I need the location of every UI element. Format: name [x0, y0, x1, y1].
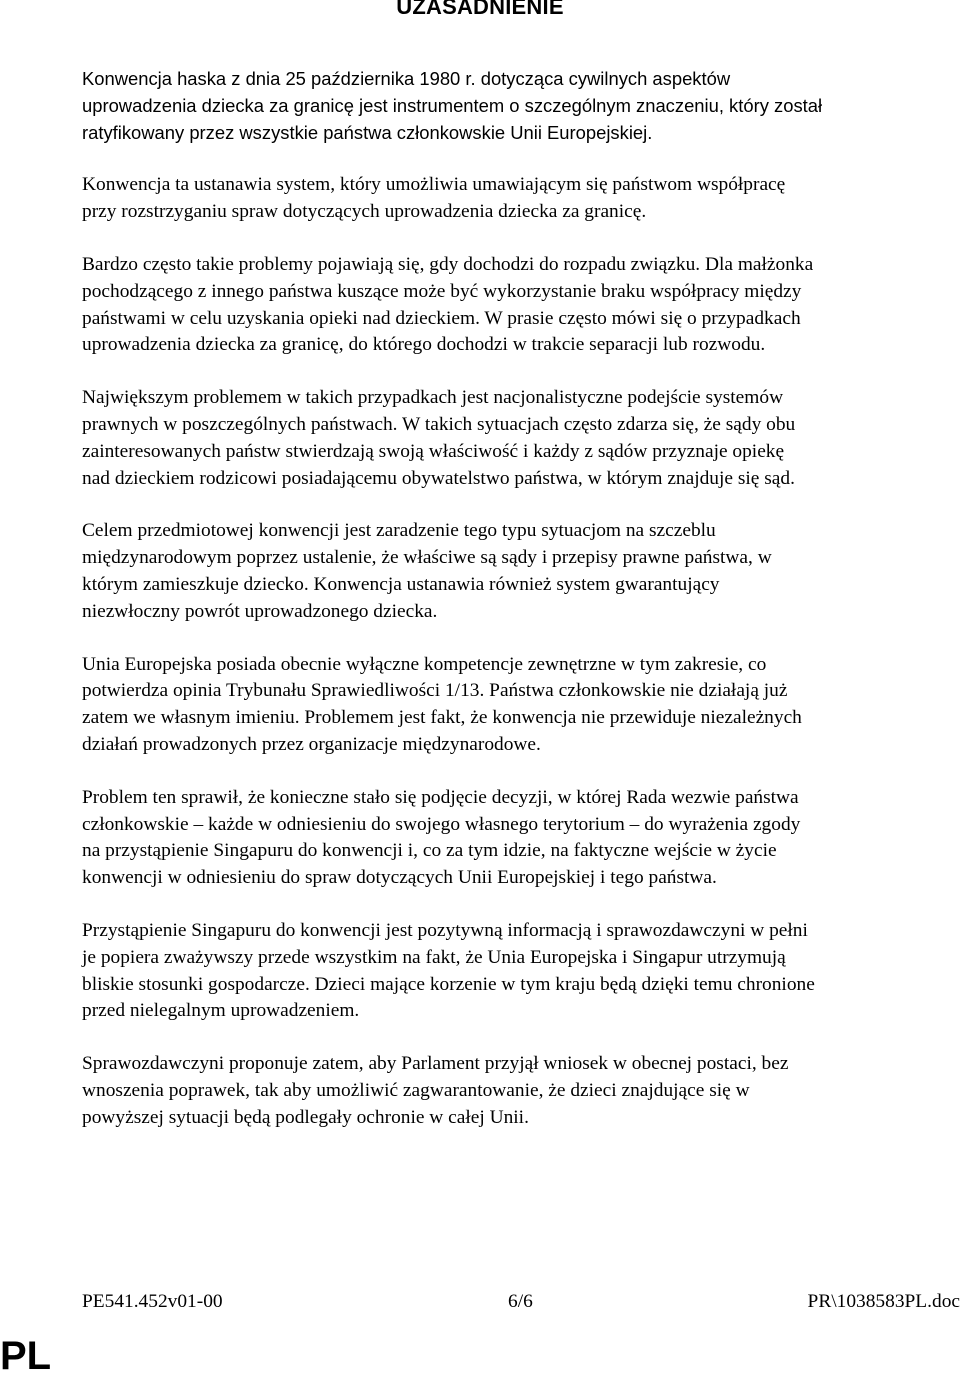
paragraph: [82, 385, 960, 492]
paragraph-line: konwencji w odniesieniu do spraw dotyczących Unii Europejskiej i tego państwa.: [82, 867, 717, 889]
paragraph-line: Największym problemem w takich przypadkach jest nacjonalistyczne podejście systemów: [82, 387, 784, 409]
paragraph-line: Bardzo często takie problemy pojawiają się, gdy dochodzi do rozpadu związku. Dla małżonka: [82, 253, 814, 275]
document-title: UZASADNIENIE: [396, 0, 564, 19]
paragraph-line: zainteresowanych państw stwierdzają swoją właściwość i każdy z sądów przyznaje opiekę: [82, 440, 785, 462]
paragraph: [82, 1051, 960, 1131]
footer-page-number: 6/6: [508, 1291, 533, 1312]
paragraph-line: międzynarodowym poprzez ustalenie, że właściwe są sądy i przepisy prawne państwa, w: [82, 547, 772, 569]
paragraph-line: którym zamieszkuje dziecko. Konwencja ustanawia również system gwarantujący: [82, 573, 720, 595]
footer-reference: PE541.452v01-00: [82, 1291, 223, 1312]
paragraph-line: Konwencja ta ustanawia system, który umożliwia umawiającym się państwom współpracę: [82, 174, 786, 196]
paragraph-line: działań prowadzonych przez organizacje międzynarodowe.: [82, 733, 541, 755]
paragraph-line: członkowskie – każde w odniesieniu do swojego własnego terytorium – do wyrażenia zgody: [82, 813, 801, 835]
paragraph-line: wnoszenia poprawek, tak aby umożliwić zagwarantowanie, że dzieci znajdujące się w: [82, 1079, 750, 1101]
paragraph-line: zatem we własnym imieniu. Problemem jest fakt, że konwencja nie przewiduje niezależnych: [82, 707, 802, 729]
paragraph-line: pochodzącego z innego państwa kuszące może być wykorzystanie braku współpracy między: [82, 280, 802, 302]
paragraph-line: powyższej sytuacji będą podlegały ochronie w całej Unii.: [82, 1106, 529, 1128]
paragraph-line: uprowadzenia dziecka za granicę jest instrumentem o szczególnym znaczeniu, który został: [82, 94, 823, 116]
paragraph-line: potwierdza opinia Trybunału Sprawiedliwości 1/13. Państwa członkowskie nie działają już: [82, 680, 788, 702]
paragraph-line: Sprawozdawczyni proponuje zatem, aby Parlament przyjął wniosek w obecnej postaci, bez: [82, 1053, 789, 1075]
paragraph-line: Unia Europejska posiada obecnie wyłączne kompetencje zewnętrzne w tym zakresie, co: [82, 653, 767, 675]
document-body: [82, 66, 960, 1158]
paragraph-line: bliskie stosunki gospodarcze. Dzieci mające korzenie w tym kraju będą dzięki temu chronione: [82, 973, 815, 995]
paragraph: [82, 652, 960, 759]
paragraph-line: uprowadzenia dziecka za granicę, do którego dochodzi w trakcie separacji lub rozwodu.: [82, 334, 766, 356]
language-code: PL: [0, 1334, 52, 1378]
footer-filename: PR\1038583PL.doc: [807, 1291, 960, 1312]
paragraph-line: Celem przedmiotowej konwencji jest zaradzenie tego typu sytuacjom na szczeblu: [82, 520, 716, 542]
paragraph-line: nad dzieckiem rodzicowi posiadającemu obywatelstwo państwa, w którym znajduje się sąd.: [82, 467, 795, 489]
paragraph-line: Przystąpienie Singapuru do konwencji jest pozytywną informacją i sprawozdawczyni w pełni: [82, 919, 808, 941]
paragraph: [82, 918, 960, 1025]
paragraph-line: państwami w celu uzyskania opieki nad dzieckiem. W prasie często mówi się o przypadkach: [82, 307, 801, 329]
paragraph: [82, 252, 960, 359]
paragraph-line: Konwencja haska z dnia 25 października 1980 r. dotycząca cywilnych aspektów: [82, 68, 731, 89]
paragraph: [82, 785, 960, 892]
paragraph-line: je popiera zważywszy przede wszystkim na fakt, że Unia Europejska i Singapur utrzymują: [82, 946, 786, 968]
paragraph-line: niezwłoczny powrót uprowadzonego dziecka.: [82, 600, 438, 622]
paragraph-line: ratyfikowany przez wszystkie państwa członkowskie Unii Europejskiej.: [82, 121, 653, 143]
paragraph: [82, 172, 960, 226]
paragraph-line: Problem ten sprawił, że konieczne stało się podjęcie decyzji, w której Rada wezwie państwa: [82, 786, 799, 808]
paragraph: [82, 66, 960, 146]
paragraph: [82, 518, 960, 625]
paragraph-line: na przystąpienie Singapuru do konwencji i, co za tym idzie, na faktyczne wejście w życie: [82, 840, 777, 862]
paragraph-line: przy rozstrzyganiu spraw dotyczących uprowadzenia dziecka za granicę.: [82, 201, 647, 223]
paragraph-line: prawnych w poszczególnych państwach. W takich sytuacjach często zdarza się, że sądy obu: [82, 413, 796, 435]
paragraph-line: przed nielegalnym uprowadzeniem.: [82, 1000, 360, 1022]
